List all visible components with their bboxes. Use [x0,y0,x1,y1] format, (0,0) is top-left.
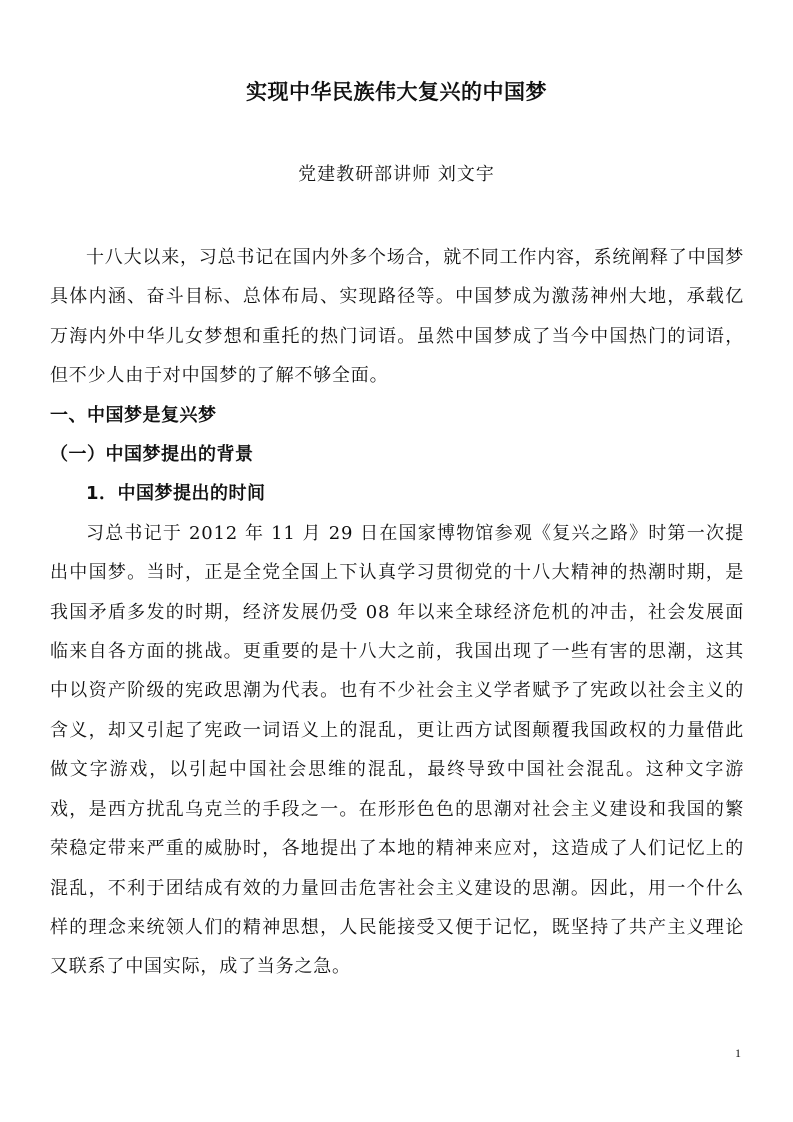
page-number: 1 [735,1046,741,1060]
section-heading: 一、中国梦是复兴梦 [50,404,217,426]
intro-paragraph: 十八大以来，习总书记在国内外多个场合，就不同工作内容，系统阐释了中国梦具体内涵、奋斗目标、总体布局、实现路径等。中国梦成为激荡神州大地，承载亿万海内外中华儿女梦想和重托的热门词语。虽然中国梦成了当今中国热门的词语，但不少人由于对中国梦的了解不够全面。 [50,247,744,387]
document-title: 实现中华民族伟大复兴的中国梦 [246,80,547,104]
body-paragraph: 习总书记于 2012 年 11 月 29 日在国家博物馆参观《复兴之路》时第一次提出中国梦。当时，正是全党全国上下认真学习贯彻党的十八大精神的热潮时期，是我国矛盾多发的时期，经济发展仍受 08 年以来全球经济危机的冲击，社会发展面临来自各方面的挑战。更重要的是十八大之前，我国出现了一些有害的思潮，这其中以资产阶级的宪政思潮为代表。也有不少社会主义学者赋予了宪政以社会主义的含义，却又引起了宪政一词语义上的混乱，更让西方试图颠覆我国政权的力量借此做文字游戏，以引起中国社会思维的混乱，最终导致中国社会混乱。这种文字游戏，是西方扰乱乌克兰的手段之一。在形形色色的思潮对社会主义建设和我国的繁荣稳定带来严重的威胁时，各地提出了本地的精神来应对，这造成了人们记忆上的混乱，不利于团结成有效的力量回击危害社会主义建设的思潮。因此，用一个什么样的理念来统领人们的精神思想，人民能接受又便于记忆，既坚持了共产主义理论又联系了中国实际，成了当务之急。 [50,522,744,978]
subsection-heading: （一）中国梦提出的背景 [50,444,254,466]
document-body [50,238,744,987]
subsubsection-heading: 1．中国梦提出的时间 [86,483,266,505]
author-line: 党建教研部讲师 刘文宇 [298,164,495,185]
